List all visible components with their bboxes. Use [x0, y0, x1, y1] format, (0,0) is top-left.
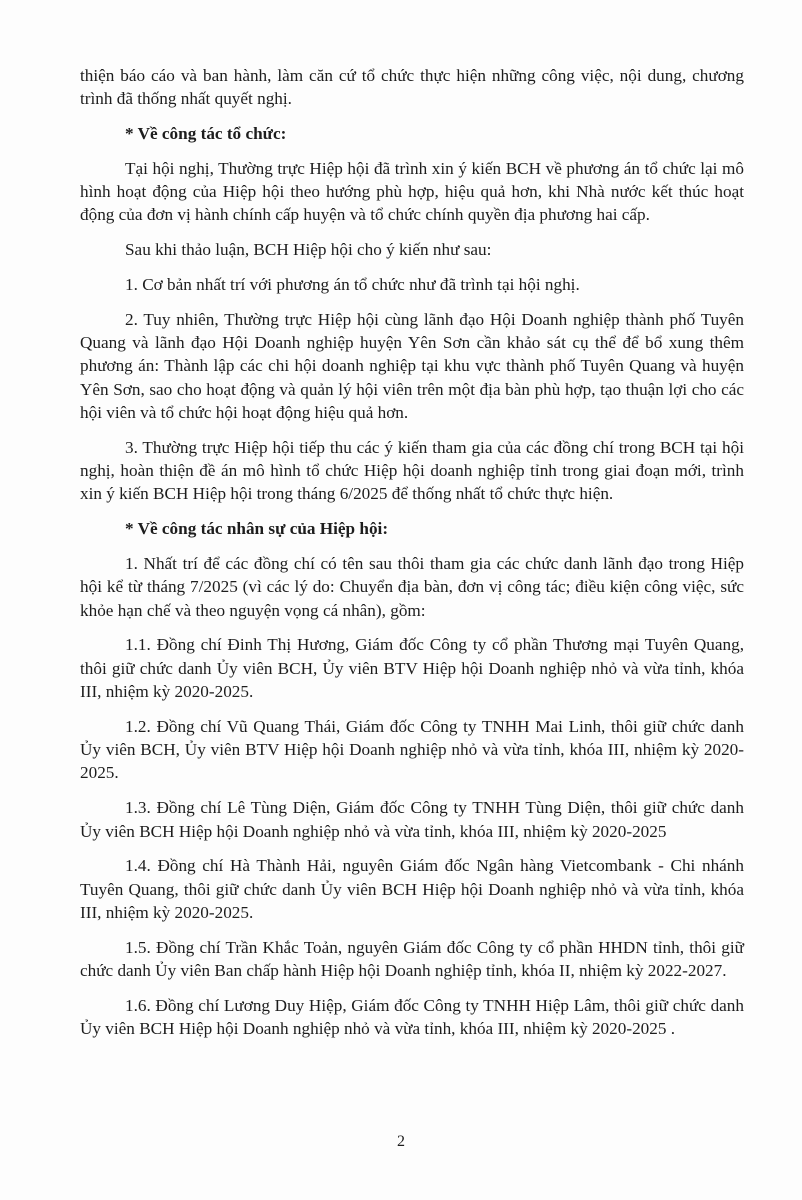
- list-item: 2. Tuy nhiên, Thường trực Hiệp hội cùng lãnh đạo Hội Doanh nghiệp thành phố Tuyên Quang và lãnh đạo Hội Doanh nghiệp huyện Yên Sơn cần khảo sát cụ thể để bổ xung thêm phương án: Thành lập các chi hội doanh nghiệp tại khu vực thành phố Tuyên Quang và huyện Yên Sơn, sao cho hoạt động và quản lý hội viên trên một địa bàn phù hợp, tạo thuận lợi cho các hội viên và tổ chức hội hoạt động hiệu quả hơn.: [80, 309, 744, 423]
- continuation-paragraph: thiện báo cáo và ban hành, làm căn cứ tổ chức thực hiện những công việc, nội dung, chương trình đã thống nhất quyết nghị.: [80, 66, 744, 109]
- sub-list-item: 1.6. Đồng chí Lương Duy Hiệp, Giám đốc Công ty TNHH Hiệp Lâm, thôi giữ chức danh Ủy viên BCH Hiệp hội Doanh nghiệp nhỏ và vừa tỉnh, khóa III, nhiệm kỳ 2020-2025 .: [80, 995, 744, 1039]
- sub-list-item: 1.2. Đồng chí Vũ Quang Thái, Giám đốc Công ty TNHH Mai Linh, thôi giữ chức danh Ủy viên BCH, Ủy viên BTV Hiệp hội Doanh nghiệp nhỏ và vừa tỉnh, khóa III, nhiệm kỳ 2020-2025.: [80, 716, 744, 783]
- sub-list-item: 1.4. Đồng chí Hà Thành Hải, nguyên Giám đốc Ngân hàng Vietcombank - Chi nhánh Tuyên Quang, thôi giữ chức danh Ủy viên BCH Hiệp hội Doanh nghiệp nhỏ và vừa tỉnh, khóa III, nhiệm kỳ 2020-2025.: [80, 856, 744, 922]
- section-heading-organization: * Về công tác tổ chức:: [125, 124, 287, 144]
- list-item: 1. Nhất trí để các đồng chí có tên sau thôi tham gia các chức danh lãnh đạo trong Hiệp hội kể từ tháng 7/2025 (vì các lý do: Chuyển địa bàn, đơn vị công tác; điều kiện công việc, sức khỏe hạn chế và theo nguyện vọng cá nhân), gồm:: [80, 554, 744, 620]
- section-heading-personnel: * Về công tác nhân sự của Hiệp hội:: [125, 519, 389, 539]
- page-number: 2: [397, 1133, 405, 1150]
- sub-list-item: 1.3. Đồng chí Lê Tùng Diện, Giám đốc Công ty TNHH Tùng Diện, thôi giữ chức danh Ủy viên BCH Hiệp hội Doanh nghiệp nhỏ và vừa tỉnh, khóa III, nhiệm kỳ 2020-2025: [80, 798, 744, 841]
- body-paragraph: Sau khi thảo luận, BCH Hiệp hội cho ý kiến như sau:: [125, 240, 492, 260]
- body-paragraph: Tại hội nghị, Thường trực Hiệp hội đã trình xin ý kiến BCH về phương án tổ chức lại mô hình hoạt động của Hiệp hội theo hướng phù hợp, hiệu quả hơn, khi Nhà nước kết thúc hoạt động của đơn vị hành chính cấp huyện và tổ chức chính quyền địa phương hai cấp.: [80, 158, 744, 225]
- list-item: 3. Thường trực Hiệp hội tiếp thu các ý kiến tham gia của các đồng chí trong BCH tại hội nghị, hoàn thiện đề án mô hình tổ chức Hiệp hội doanh nghiệp tỉnh trong giai đoạn mới, trình xin ý kiến BCH Hiệp hội trong tháng 6/2025 để thống nhất tổ chức thực hiện.: [80, 437, 744, 504]
- document-body: [80, 64, 744, 1052]
- list-item: 1. Cơ bản nhất trí với phương án tổ chức như đã trình tại hội nghị.: [125, 275, 580, 295]
- sub-list-item: 1.5. Đồng chí Trần Khắc Toản, nguyên Giám đốc Công ty cổ phần HHDN tỉnh, thôi giữ chức danh Ủy viên Ban chấp hành Hiệp hội Doanh nghiệp tỉnh, khóa II, nhiệm kỳ 2022-2027.: [80, 937, 744, 980]
- sub-list-item: 1.1. Đồng chí Đinh Thị Hương, Giám đốc Công ty cổ phần Thương mại Tuyên Quang, thôi giữ chức danh Ủy viên BCH, Ủy viên BTV Hiệp hội Doanh nghiệp nhỏ và vừa tỉnh, khóa III, nhiệm kỳ 2020-2025.: [80, 635, 744, 702]
